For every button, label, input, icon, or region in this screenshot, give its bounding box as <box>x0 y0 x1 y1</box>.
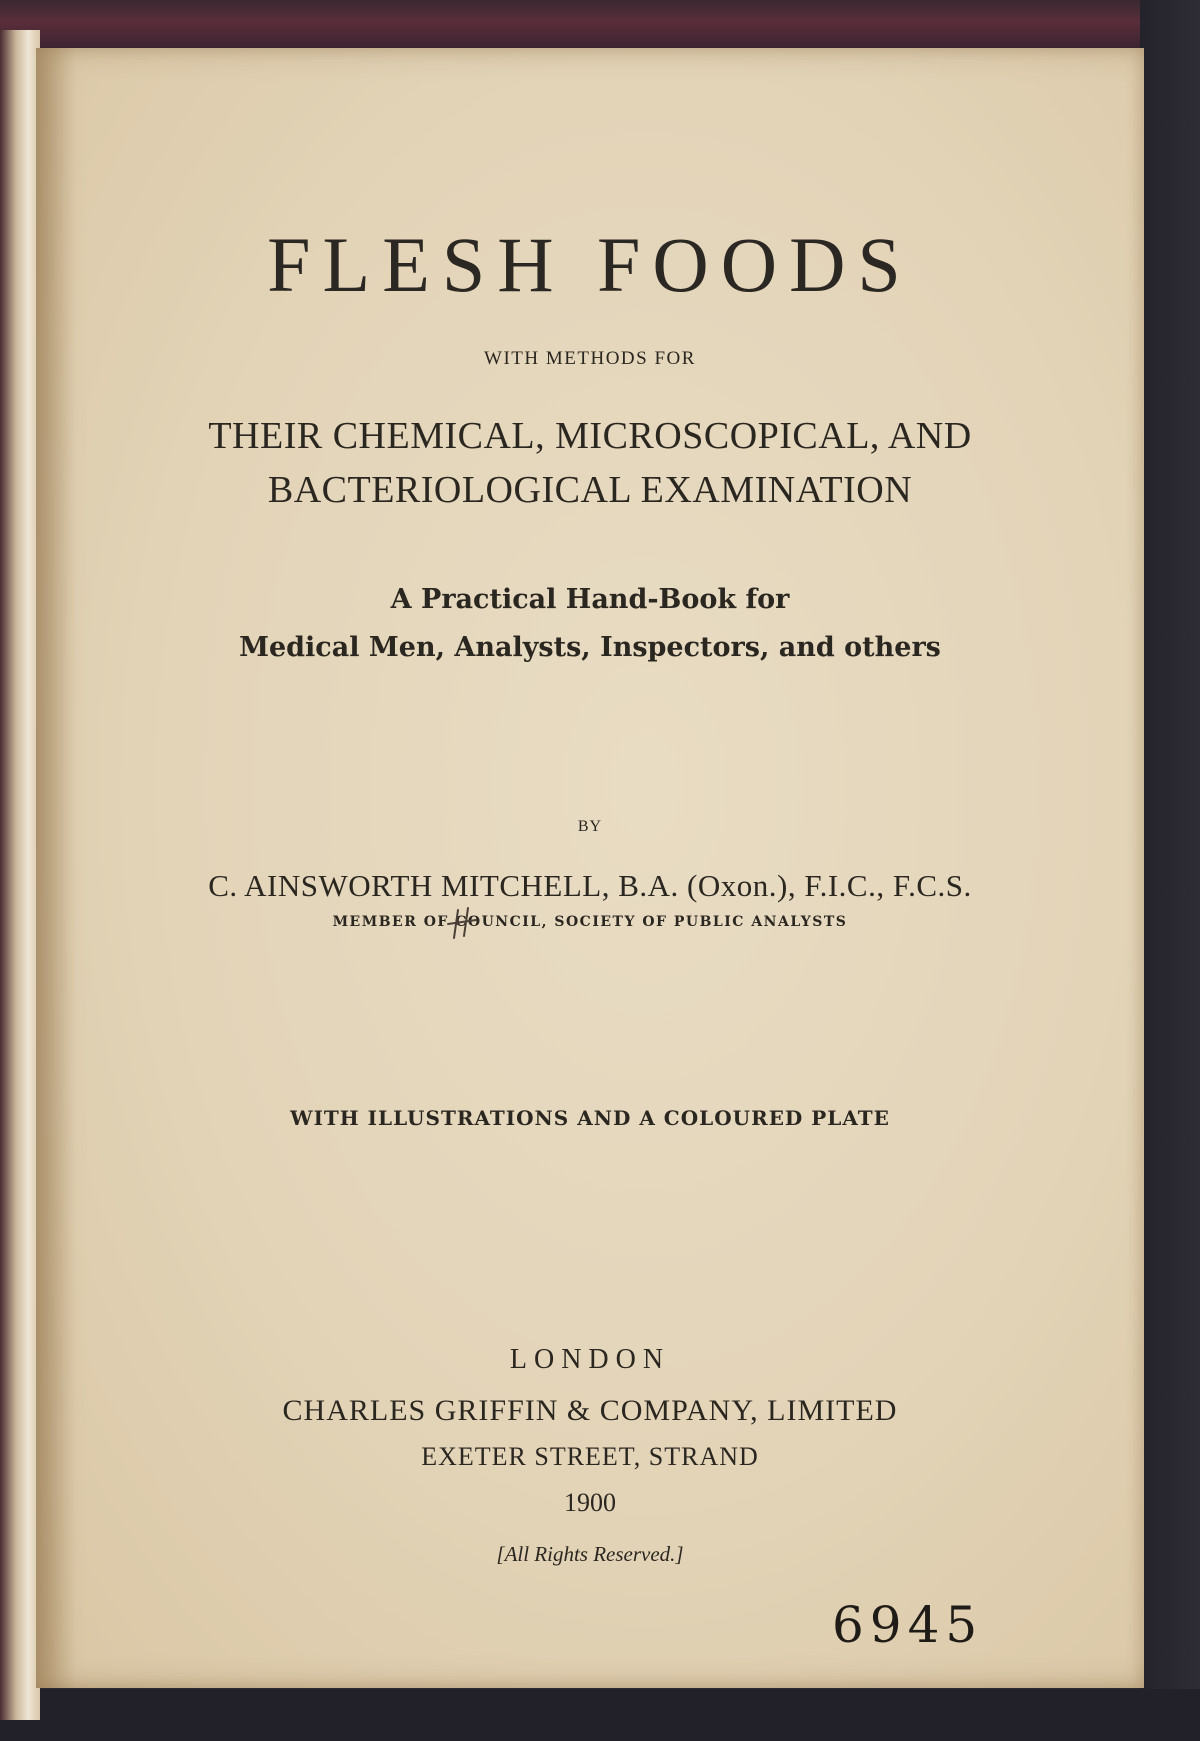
with-methods-line: WITH METHODS FOR <box>484 348 696 369</box>
author-affiliation: MEMBER OF COUNCIL, SOCIETY OF PUBLIC ANALYSTS <box>332 914 848 930</box>
handbook-line-2: Medical Men, Analysts, Inspectors, and others <box>239 632 941 663</box>
book-spine-edge <box>0 30 40 1720</box>
illustrations-note: WITH ILLUSTRATIONS AND A COLOURED PLATE <box>290 1106 890 1130</box>
book-cover-top-edge <box>0 0 1200 48</box>
book-title: FLESH FOODS <box>267 221 913 308</box>
book-cover-bottom-edge <box>0 1689 1200 1741</box>
rights-notice: [All Rights Reserved.] <box>496 1542 684 1566</box>
shelfmark-number: 6945 <box>832 1596 984 1654</box>
author-name: C. AINSWORTH MITCHELL, B.A. (Oxon.), F.I.C., F.C.S. <box>208 868 972 903</box>
by-line: BY <box>577 818 603 835</box>
book-cover-right-edge <box>1140 0 1200 1741</box>
imprint-city: LONDON <box>509 1344 671 1375</box>
subtitle-line-2: BACTERIOLOGICAL EXAMINATION <box>267 469 913 511</box>
title-page <box>36 48 1144 1688</box>
handbook-line-1: A Practical Hand-Book for <box>390 584 790 615</box>
imprint-address: EXETER STREET, STRAND <box>421 1442 759 1471</box>
page-gutter-shadow <box>36 48 76 1688</box>
subtitle-line-1: THEIR CHEMICAL, MICROSCOPICAL, AND <box>208 415 972 457</box>
imprint-year: 1900 <box>564 1488 616 1517</box>
imprint-publisher: CHARLES GRIFFIN & COMPANY, LIMITED <box>282 1394 898 1427</box>
pencil-annotation-icon <box>440 904 484 944</box>
